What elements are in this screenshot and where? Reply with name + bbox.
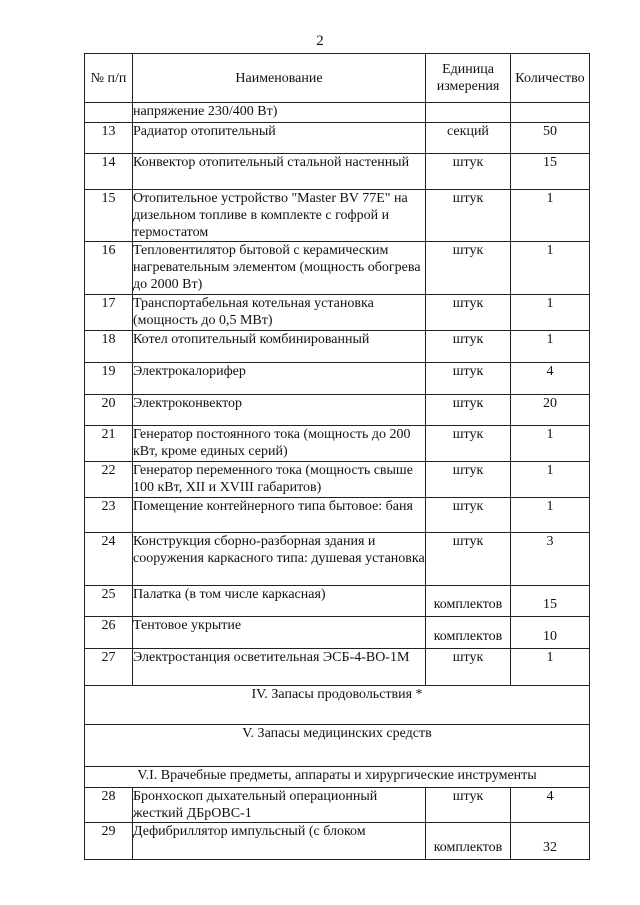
item-name: Конструкция сборно-разборная здания и сооружения каркасного типа: душевая установка: [133, 533, 426, 586]
page-number: 2: [316, 33, 324, 49]
table-row: [85, 586, 590, 617]
row-number: 22: [85, 462, 133, 498]
table-row: [85, 533, 590, 586]
item-unit: штук: [426, 462, 511, 498]
row-number: 15: [85, 190, 133, 242]
item-quantity: 1: [511, 462, 590, 498]
item-unit: секций: [426, 123, 511, 154]
row-number: 20: [85, 395, 133, 426]
item-unit: комплектов: [426, 823, 511, 860]
table-row: [85, 426, 590, 462]
table-row: [85, 242, 590, 295]
item-quantity: 1: [511, 295, 590, 331]
table-row: [85, 123, 590, 154]
item-name: Бронхоскоп дыхательный операционный жесткий ДБрОВС-1: [133, 788, 426, 823]
table-row: [85, 363, 590, 395]
row-number: 23: [85, 498, 133, 533]
item-unit: штук: [426, 788, 511, 823]
section-heading-v-row: [85, 725, 590, 767]
section-heading-iv: IV. Запасы продовольствия *: [85, 686, 590, 725]
continued-text: напряжение 230/400 Вт): [133, 103, 426, 123]
item-name: Дефибриллятор импульсный (с блоком: [133, 823, 426, 860]
header-unit: Единица измерения: [426, 54, 511, 103]
table-row: [85, 649, 590, 686]
table-header-row: [85, 54, 590, 103]
item-unit: штук: [426, 649, 511, 686]
subsection-heading-v1-row: [85, 767, 590, 788]
table-row: [85, 617, 590, 649]
table-row: [85, 395, 590, 426]
row-number: 24: [85, 533, 133, 586]
item-name: Котел отопительный комбинированный: [133, 331, 426, 363]
row-number: 28: [85, 788, 133, 823]
row-number: 25: [85, 586, 133, 617]
item-name: Тепловентилятор бытовой с керамическим нагревательным элементом (мощность обогрева до 2000 Вт): [133, 242, 426, 295]
item-name: Помещение контейнерного типа бытовое: баня: [133, 498, 426, 533]
item-quantity: 4: [511, 788, 590, 823]
item-unit: штук: [426, 395, 511, 426]
header-qty: Количество: [511, 54, 590, 103]
table-row: [85, 462, 590, 498]
item-quantity: 1: [511, 498, 590, 533]
subsection-heading-v1: V.I. Врачебные предметы, аппараты и хирургические инструменты: [85, 767, 590, 788]
table-row: [85, 190, 590, 242]
header-num: № п/п: [85, 54, 133, 103]
item-quantity: 15: [511, 586, 590, 617]
item-name: Электроконвектор: [133, 395, 426, 426]
item-name: Электростанция осветительная ЭСБ-4-ВО-1М: [133, 649, 426, 686]
header-name: Наименование: [133, 54, 426, 103]
item-name: Транспортабельная котельная установка (мощность до 0,5 МВт): [133, 295, 426, 331]
item-quantity: 1: [511, 190, 590, 242]
continuation-row: [85, 103, 590, 123]
item-name: Генератор переменного тока (мощность свыше 100 кВт, XII и XVIII габаритов): [133, 462, 426, 498]
item-unit: штук: [426, 242, 511, 295]
item-name: Отопительное устройство "Master BV 77E" на дизельном топливе в комплекте с гофрой и термостатом: [133, 190, 426, 242]
item-unit: штук: [426, 498, 511, 533]
row-number: 17: [85, 295, 133, 331]
item-quantity: 50: [511, 123, 590, 154]
table-row: [85, 823, 590, 860]
row-number: 14: [85, 154, 133, 190]
item-quantity: 3: [511, 533, 590, 586]
item-quantity: 1: [511, 242, 590, 295]
row-number: 13: [85, 123, 133, 154]
table-row: [85, 498, 590, 533]
item-unit: штук: [426, 295, 511, 331]
item-quantity: 32: [511, 823, 590, 860]
section-heading-v: V. Запасы медицинских средств: [85, 725, 590, 767]
item-unit: комплектов: [426, 586, 511, 617]
item-name: Генератор постоянного тока (мощность до 200 кВт, кроме единых серий): [133, 426, 426, 462]
table-row: [85, 295, 590, 331]
item-unit: штук: [426, 331, 511, 363]
cont-unit-cell: [426, 103, 511, 123]
row-number: 19: [85, 363, 133, 395]
row-number: 18: [85, 331, 133, 363]
row-number: 26: [85, 617, 133, 649]
row-number: 27: [85, 649, 133, 686]
table-row: [85, 154, 590, 190]
row-number: 29: [85, 823, 133, 860]
item-unit: штук: [426, 154, 511, 190]
equipment-table: [84, 53, 590, 860]
item-name: Электрокалорифер: [133, 363, 426, 395]
section-heading-iv-row: [85, 686, 590, 725]
item-quantity: 10: [511, 617, 590, 649]
row-number: 21: [85, 426, 133, 462]
item-unit: штук: [426, 533, 511, 586]
item-unit: штук: [426, 426, 511, 462]
row-number: 16: [85, 242, 133, 295]
item-name: Радиатор отопительный: [133, 123, 426, 154]
item-quantity: 4: [511, 363, 590, 395]
table-row: [85, 331, 590, 363]
item-quantity: 1: [511, 649, 590, 686]
item-quantity: 1: [511, 331, 590, 363]
item-unit: штук: [426, 190, 511, 242]
item-name: Тентовое укрытие: [133, 617, 426, 649]
cont-qty-cell: [511, 103, 590, 123]
table-row: [85, 788, 590, 823]
item-quantity: 15: [511, 154, 590, 190]
item-name: Конвектор отопительный стальной настенный: [133, 154, 426, 190]
item-quantity: 20: [511, 395, 590, 426]
item-unit: штук: [426, 363, 511, 395]
item-quantity: 1: [511, 426, 590, 462]
item-unit: комплектов: [426, 617, 511, 649]
item-name: Палатка (в том числе каркасная): [133, 586, 426, 617]
cont-num-cell: [85, 103, 133, 123]
